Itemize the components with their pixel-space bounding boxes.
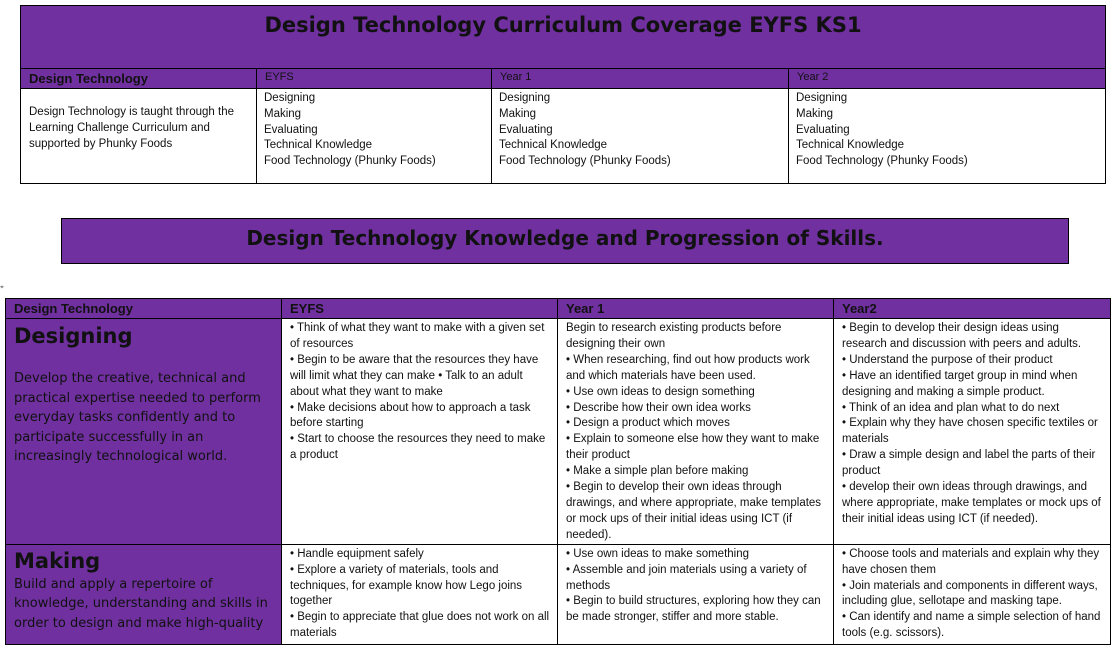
list-item: • Begin to build structures, exploring how they can be made stronger, stiffer and more stable. bbox=[566, 595, 821, 624]
designing-year2 bbox=[834, 319, 1111, 545]
strand-evaluating: Evaluating bbox=[499, 123, 553, 136]
table-anchor-icon[interactable]: ⌖ bbox=[0, 284, 4, 291]
coverage-description: Design Technology is taught through the Learning Challenge Curriculum and supported by Phunky Foods bbox=[21, 89, 257, 184]
progression-header-year1: Year 1 bbox=[558, 299, 834, 319]
strand-making: Making bbox=[796, 107, 834, 120]
strand-making: Making bbox=[499, 107, 537, 120]
strand-food-technology: Food Technology (Phunky Foods) bbox=[796, 155, 968, 168]
strand-technical-knowledge: Technical Knowledge bbox=[499, 139, 608, 152]
list-item: • Use own ideas to make something bbox=[566, 547, 750, 560]
list-item: • Explain why they have chosen specific textiles or materials bbox=[842, 417, 1098, 446]
list-item: • Make a simple plan before making bbox=[566, 465, 749, 478]
designing-side-cell bbox=[6, 319, 282, 545]
list-item: • Think of what they want to make with a given set of resources bbox=[290, 322, 545, 350]
list-item: • When researching, find out how products work and which materials have been used. bbox=[566, 353, 810, 382]
progression-title: Design Technology Knowledge and Progression of Skills. bbox=[61, 218, 1069, 264]
coverage-year1-strands bbox=[492, 89, 789, 184]
designing-eyfs bbox=[282, 319, 558, 545]
strand-designing: Designing bbox=[499, 92, 551, 104]
making-heading: Making bbox=[14, 548, 101, 573]
list-item: • Handle equipment safely bbox=[290, 547, 424, 560]
progression-header-year2: Year2 bbox=[834, 299, 1111, 319]
strand-food-technology: Food Technology (Phunky Foods) bbox=[499, 155, 671, 168]
list-item: • Explain to someone else how they want to make their product bbox=[566, 433, 820, 462]
making-year2 bbox=[834, 544, 1111, 644]
designing-heading: Designing bbox=[14, 324, 133, 348]
progression-table bbox=[5, 298, 1111, 645]
strand-designing: Designing bbox=[264, 92, 316, 104]
coverage-table bbox=[20, 5, 1106, 184]
making-side-cell bbox=[6, 544, 282, 644]
list-item: • Use own ideas to design something bbox=[566, 385, 755, 398]
strand-food-technology: Food Technology (Phunky Foods) bbox=[264, 155, 436, 168]
list-item: • Begin to develop their own ideas through drawings, and where appropriate, make templates or mock ups of their initial ideas using ICT (if needed). bbox=[566, 481, 822, 541]
list-item: • Draw a simple design and label the parts of their product bbox=[842, 449, 1096, 478]
designing-description: Develop the creative, technical and practical expertise needed to perform everyday tasks confidently and to participate successfully in an increasingly technological world. bbox=[14, 371, 261, 465]
strand-designing: Designing bbox=[796, 92, 848, 104]
making-eyfs bbox=[282, 544, 558, 644]
coverage-header-year1: Year 1 bbox=[492, 69, 789, 89]
coverage-header-year2: Year 2 bbox=[789, 69, 1106, 89]
strand-evaluating: Evaluating bbox=[796, 123, 850, 136]
list-item: • Assemble and join materials using a variety of methods bbox=[566, 563, 807, 592]
list-item: • Explore a variety of materials, tools and techniques, for example know how Lego joins together bbox=[290, 563, 523, 608]
making-description: Build and apply a repertoire of knowledge, understanding and skills in order to design and make high-quality bbox=[14, 576, 268, 631]
progression-header-eyfs: EYFS bbox=[282, 299, 558, 319]
list-item: • Think of an idea and plan what to do next bbox=[842, 401, 1060, 414]
list-item: Begin to research existing products before designing their own bbox=[566, 322, 782, 350]
strand-technical-knowledge: Technical Knowledge bbox=[796, 139, 905, 152]
coverage-header-eyfs: EYFS bbox=[257, 69, 492, 89]
strand-technical-knowledge: Technical Knowledge bbox=[264, 139, 373, 152]
list-item: • Begin to develop their design ideas using research and discussion with peers and adults. bbox=[842, 322, 1082, 350]
coverage-year2-strands bbox=[789, 89, 1106, 184]
list-item: • Make decisions about how to approach a task before starting bbox=[290, 401, 531, 430]
list-item: • Can identify and name a simple selection of hand tools (e.g. scissors). bbox=[842, 611, 1101, 640]
list-item: • Join materials and components in different ways, including glue, sellotape and masking tape. bbox=[842, 579, 1098, 608]
designing-year1 bbox=[558, 319, 834, 545]
list-item: • Understand the purpose of their product bbox=[842, 353, 1053, 366]
list-item: • Begin to appreciate that glue does not work on all materials bbox=[290, 611, 550, 640]
progression-header-subject: Design Technology bbox=[6, 299, 282, 319]
coverage-eyfs-strands bbox=[257, 89, 492, 184]
coverage-header-subject: Design Technology bbox=[21, 69, 257, 89]
list-item: • Design a product which moves bbox=[566, 417, 730, 430]
list-item: • Choose tools and materials and explain why they have chosen them bbox=[842, 547, 1100, 576]
list-item: • develop their own ideas through drawings, and where appropriate, make templates or mock ups of their initial ideas using ICT (if needed). bbox=[842, 481, 1101, 525]
list-item: • Have an identified target group in mind when designing and making a simple product. bbox=[842, 369, 1078, 398]
strand-making: Making bbox=[264, 107, 302, 120]
list-item: • Begin to be aware that the resources they have will limit what they can make • Talk to an adult about what they want to make bbox=[290, 353, 539, 398]
list-item: • Start to choose the resources they need to make a product bbox=[290, 433, 546, 462]
list-item: • Describe how their own idea works bbox=[566, 401, 751, 414]
making-year1 bbox=[558, 544, 834, 644]
strand-evaluating: Evaluating bbox=[264, 123, 318, 136]
coverage-title: Design Technology Curriculum Coverage EYFS KS1 bbox=[21, 6, 1106, 69]
